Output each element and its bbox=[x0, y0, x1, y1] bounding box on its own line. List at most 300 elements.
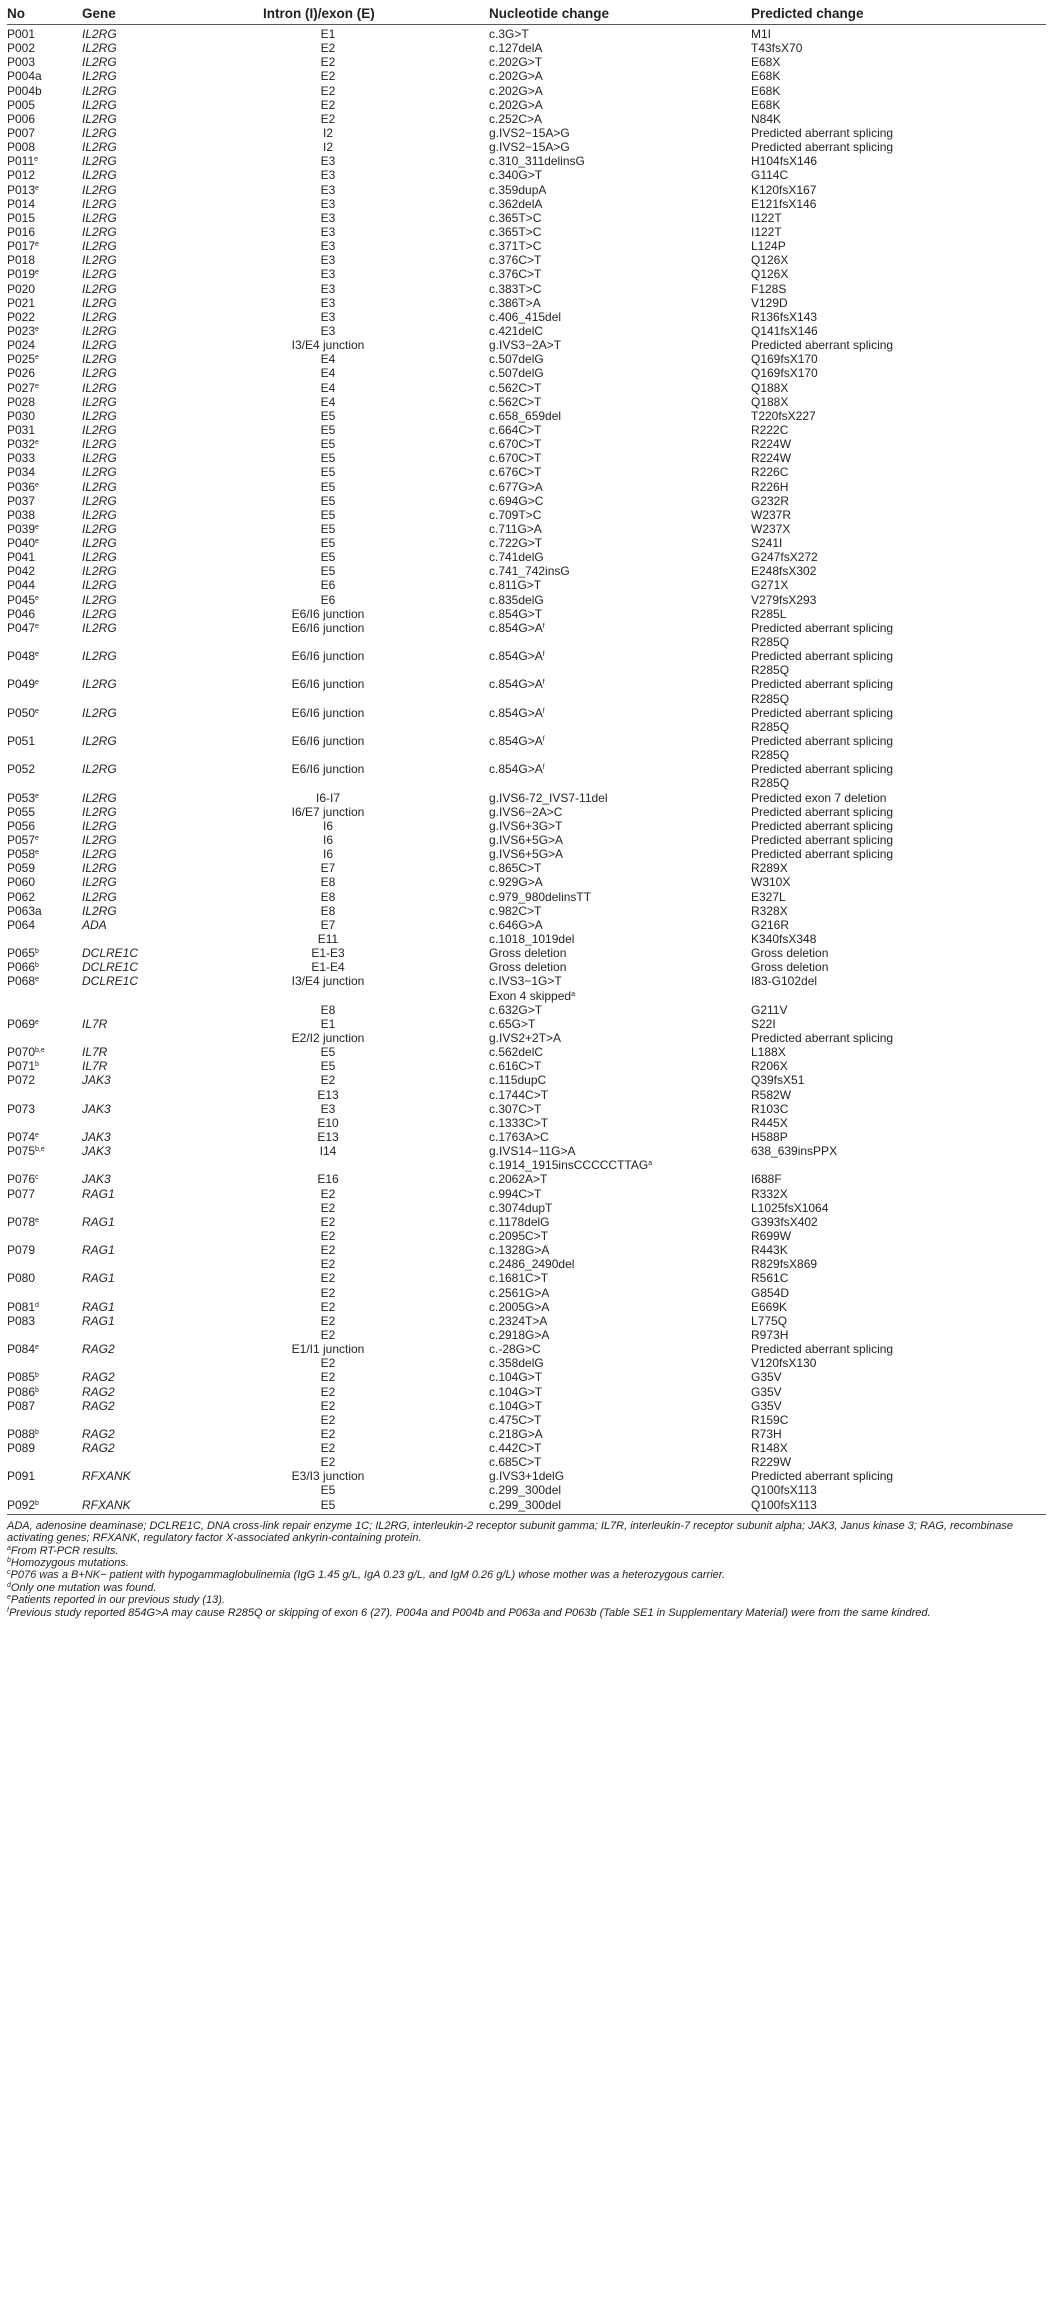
footnote-marker: f bbox=[542, 651, 545, 659]
cell-patient-no: P005 bbox=[7, 97, 36, 112]
cell-gene: IL2RG bbox=[82, 578, 117, 593]
cell-intron-exon: E5 bbox=[320, 408, 336, 423]
cell-patient-no: P055 bbox=[7, 804, 36, 819]
cell-gene: IL2RG bbox=[82, 281, 117, 296]
cell-intron-exon: E6/I6 junction bbox=[291, 734, 365, 749]
table-row bbox=[0, 960, 1053, 974]
footnote-marker: e bbox=[35, 679, 39, 687]
cell-predicted-change: Q188X bbox=[751, 380, 789, 395]
table-row bbox=[0, 1229, 1053, 1243]
cell-patient-no: P062 bbox=[7, 889, 36, 904]
cell-nucleotide-change: c.299_300del bbox=[489, 1483, 562, 1498]
cell-nucleotide-change: c.1744C>T bbox=[489, 1087, 549, 1102]
cell-patient-no: P042 bbox=[7, 564, 36, 579]
cell-patient-no: P007 bbox=[7, 125, 36, 140]
cell-intron-exon: E2 bbox=[320, 1186, 336, 1201]
table-row bbox=[0, 776, 1053, 790]
cell-intron-exon: E2/I2 junction bbox=[291, 1030, 365, 1045]
table-row bbox=[0, 1399, 1053, 1413]
cell-intron-exon: E4 bbox=[320, 380, 336, 395]
cell-nucleotide-change: c.562delC bbox=[489, 1045, 544, 1060]
table-row bbox=[0, 126, 1053, 140]
cell-predicted-change: W237R bbox=[751, 507, 792, 522]
cell-nucleotide-change: c.811G>T bbox=[489, 578, 542, 593]
cell-nucleotide-change: g.IVS6+3G>T bbox=[489, 818, 563, 833]
cell-intron-exon: E16 bbox=[317, 1172, 339, 1187]
cell-patient-no: P038 bbox=[7, 507, 36, 522]
cell-predicted-change: F128S bbox=[751, 281, 787, 296]
cell-predicted-change: R73H bbox=[751, 1426, 782, 1441]
cell-predicted-change: R443K bbox=[751, 1243, 788, 1258]
cell-patient-no: P081$^d$ bbox=[7, 1299, 39, 1314]
cell-intron-exon: E2 bbox=[320, 1455, 336, 1470]
cell-patient-no: P084e bbox=[7, 1342, 39, 1357]
footnote-marker: b bbox=[35, 948, 39, 956]
cell-patient-no: P048e bbox=[7, 649, 39, 664]
table-row bbox=[0, 904, 1053, 918]
table-row bbox=[0, 1483, 1053, 1497]
cell-patient-no: P018 bbox=[7, 253, 36, 268]
cell-nucleotide-change: c.442C>T bbox=[489, 1441, 542, 1456]
cell-patient-no: P069e bbox=[7, 1016, 39, 1031]
cell-nucleotide-change: c.365T>C bbox=[489, 224, 542, 239]
cell-predicted-change: Predicted aberrant splicing bbox=[751, 818, 894, 833]
cell-nucleotide-change: c.722G>T bbox=[489, 536, 543, 551]
cell-intron-exon: E3 bbox=[320, 267, 336, 282]
cell-nucleotide-change: c.676C>T bbox=[489, 465, 542, 480]
footnote: $^c$P076 was a B+NK− patient with hypogammaglobulinemia (IgG 1.45 g/L, IgA 0.23 g/L, and IgM 0.26 g/L) whose mother was a heterozygous carrier. bbox=[7, 1569, 726, 1582]
cell-patient-no: P013e bbox=[7, 182, 39, 197]
cell-nucleotide-change: c.982C>T bbox=[489, 903, 542, 918]
cell-predicted-change: R285Q bbox=[751, 719, 790, 734]
table-row bbox=[0, 381, 1053, 395]
cell-patient-no: P075$^{b,e}$ bbox=[7, 1144, 45, 1159]
cell-nucleotide-change: g.IVS6−2A>C bbox=[489, 804, 563, 819]
table-row bbox=[0, 395, 1053, 409]
cell-patient-no: P046 bbox=[7, 606, 36, 621]
cell-intron-exon: E3 bbox=[320, 168, 336, 183]
cell-gene: IL2RG bbox=[82, 451, 117, 466]
cell-intron-exon: E6/I6 junction bbox=[291, 620, 365, 635]
cell-nucleotide-change: c.202G>A bbox=[489, 69, 543, 84]
cell-predicted-change: Q169fsX170 bbox=[751, 352, 818, 367]
cell-nucleotide-change: $c.854G>A^f$ bbox=[489, 762, 545, 777]
table-row bbox=[0, 296, 1053, 310]
table-row bbox=[0, 890, 1053, 904]
cell-patient-no: P025e bbox=[7, 352, 39, 367]
cell-gene: IL2RG bbox=[82, 564, 117, 579]
cell-intron-exon: E5 bbox=[320, 1045, 336, 1060]
footnote-marker: b,e bbox=[35, 1047, 45, 1055]
cell-predicted-change: T43fsX70 bbox=[751, 41, 803, 56]
cell-nucleotide-change: c.2918G>A bbox=[489, 1327, 550, 1342]
cell-patient-no: P079 bbox=[7, 1243, 36, 1258]
cell-intron-exon: E2 bbox=[320, 1271, 336, 1286]
cell-intron-exon: E6/I6 junction bbox=[291, 762, 365, 777]
cell-predicted-change: R285Q bbox=[751, 748, 790, 763]
footnote: $^d$Only one mutation was found. bbox=[7, 1581, 157, 1594]
cell-patient-no: P053e bbox=[7, 790, 39, 805]
cell-gene: IL2RG bbox=[82, 592, 117, 607]
cell-patient-no: P028 bbox=[7, 394, 36, 409]
table-row bbox=[0, 1102, 1053, 1116]
cell-intron-exon: E7 bbox=[320, 861, 336, 876]
cell-nucleotide-change: c.3074dupT bbox=[489, 1200, 553, 1215]
cell-intron-exon: I6-I7 bbox=[315, 790, 340, 805]
table-row bbox=[0, 578, 1053, 592]
cell-predicted-change: Q100fsX113 bbox=[751, 1497, 817, 1512]
table-row bbox=[0, 974, 1053, 988]
cell-nucleotide-change: c.202G>A bbox=[489, 97, 543, 112]
cell-nucleotide-change: c.358delG bbox=[489, 1356, 544, 1371]
cell-patient-no: P071$^b$ bbox=[7, 1059, 39, 1074]
cell-patient-no: P004b bbox=[7, 83, 42, 98]
cell-nucleotide-change: c.365T>C bbox=[489, 210, 542, 225]
cell-predicted-change: G216R bbox=[751, 917, 790, 932]
cell-predicted-change: R103C bbox=[751, 1101, 789, 1116]
cell-intron-exon: I3/E4 junction bbox=[291, 338, 365, 353]
cell-predicted-change: R332X bbox=[751, 1186, 788, 1201]
footnote-marker: f bbox=[542, 707, 545, 715]
table-row bbox=[0, 635, 1053, 649]
cell-intron-exon: E2 bbox=[320, 41, 336, 56]
footnote-marker: e bbox=[35, 594, 39, 602]
cell-patient-no: P026 bbox=[7, 366, 36, 381]
cell-gene: RAG1 bbox=[82, 1313, 115, 1328]
cell-intron-exon: E3/I3 junction bbox=[291, 1469, 365, 1484]
table-row bbox=[0, 55, 1053, 69]
cell-predicted-change: W310X bbox=[751, 875, 791, 890]
cell-predicted-change: Predicted aberrant splicing bbox=[751, 847, 894, 862]
table-header bbox=[0, 0, 1053, 24]
cell-gene: IL2RG bbox=[82, 140, 117, 155]
cell-predicted-change: R973H bbox=[751, 1327, 789, 1342]
cell-gene: IL2RG bbox=[82, 182, 117, 197]
cell-intron-exon: E2 bbox=[320, 111, 336, 126]
cell-gene: RAG2 bbox=[82, 1370, 115, 1385]
cell-nucleotide-change: c.865C>T bbox=[489, 861, 542, 876]
cell-predicted-change: R285Q bbox=[751, 776, 790, 791]
cell-patient-no: P006 bbox=[7, 111, 36, 126]
cell-gene: RFXANK bbox=[82, 1469, 131, 1484]
table-row bbox=[0, 748, 1053, 762]
header-nucleotide-change: Nucleotide change bbox=[489, 6, 610, 21]
cell-gene: IL2RG bbox=[82, 125, 117, 140]
cell-intron-exon: E3 bbox=[320, 295, 336, 310]
cell-predicted-change: H588P bbox=[751, 1129, 788, 1144]
footnote-marker: c bbox=[7, 1569, 11, 1577]
footnote-marker: e bbox=[35, 354, 39, 362]
table-row bbox=[0, 1003, 1053, 1017]
cell-predicted-change: G211V bbox=[751, 1002, 788, 1017]
cell-gene: IL2RG bbox=[82, 309, 117, 324]
cell-nucleotide-change: c.664C>T bbox=[489, 422, 542, 437]
cell-predicted-change: Q141fsX146 bbox=[751, 323, 818, 338]
table-row bbox=[0, 593, 1053, 607]
cell-patient-no: P045e bbox=[7, 592, 39, 607]
cell-patient-no: P008 bbox=[7, 140, 36, 155]
cell-predicted-change: R159C bbox=[751, 1412, 789, 1427]
cell-gene: IL2RG bbox=[82, 83, 117, 98]
cell-nucleotide-change: c.677G>A bbox=[489, 479, 543, 494]
cell-patient-no: P039e bbox=[7, 521, 39, 536]
cell-patient-no: P024 bbox=[7, 338, 36, 353]
cell-intron-exon: E2 bbox=[320, 1228, 336, 1243]
cell-intron-exon: E8 bbox=[320, 1002, 336, 1017]
cell-nucleotide-change: Exon 4 skipped$^a$ bbox=[489, 988, 575, 1003]
footnote-marker: b bbox=[35, 1428, 39, 1436]
footnote-marker: e bbox=[7, 1594, 11, 1602]
cell-intron-exon: E5 bbox=[320, 550, 336, 565]
cell-intron-exon: E2 bbox=[320, 97, 336, 112]
cell-intron-exon: E2 bbox=[320, 1384, 336, 1399]
table-row bbox=[0, 1427, 1053, 1441]
cell-intron-exon: E2 bbox=[320, 1285, 336, 1300]
cell-intron-exon: I6/E7 junction bbox=[291, 804, 365, 819]
table-row bbox=[0, 1342, 1053, 1356]
table-row bbox=[0, 621, 1053, 635]
footnote-marker: a bbox=[7, 1544, 11, 1552]
cell-gene: IL7R bbox=[82, 1045, 108, 1060]
footnote-marker: e bbox=[35, 439, 39, 447]
table-row bbox=[0, 1370, 1053, 1384]
cell-predicted-change: R289X bbox=[751, 861, 788, 876]
cell-intron-exon: E6/I6 junction bbox=[291, 705, 365, 720]
header-intron-exon: Intron (I)/exon (E) bbox=[263, 6, 375, 21]
cell-predicted-change: 638_639insPPX bbox=[751, 1144, 838, 1159]
cell-intron-exon: E2 bbox=[320, 83, 336, 98]
cell-nucleotide-change: g.IVS6+5G>A bbox=[489, 833, 564, 848]
footnote: $^f$Previous study reported 854G>A may cause R285Q or skipping of exon 6 (27). P004a and P004b and P063a and P063b (Table SE1 in Supplementary Material) were from the same kindred. bbox=[7, 1606, 931, 1619]
table-row bbox=[0, 989, 1053, 1003]
cell-intron-exon: E5 bbox=[320, 451, 336, 466]
cell-predicted-change: Predicted aberrant splicing bbox=[751, 338, 894, 353]
table-row bbox=[0, 1441, 1053, 1455]
table-row bbox=[0, 1158, 1053, 1172]
table-row bbox=[0, 253, 1053, 267]
cell-predicted-change: Predicted aberrant splicing bbox=[751, 705, 894, 720]
cell-predicted-change: R229W bbox=[751, 1455, 792, 1470]
table-row bbox=[0, 154, 1053, 168]
cell-predicted-change: R285Q bbox=[751, 691, 790, 706]
cell-gene: IL2RG bbox=[82, 705, 117, 720]
cell-predicted-change: E68K bbox=[751, 69, 781, 84]
cell-predicted-change: Predicted aberrant splicing bbox=[751, 125, 894, 140]
footnote-marker: e bbox=[35, 325, 39, 333]
header-predicted-change: Predicted change bbox=[751, 6, 864, 21]
footnote-marker: f bbox=[542, 679, 545, 687]
cell-nucleotide-change: Gross deletion bbox=[489, 946, 567, 961]
cell-gene: IL2RG bbox=[82, 790, 117, 805]
table-row bbox=[0, 140, 1053, 154]
cell-predicted-change: E68X bbox=[751, 55, 781, 70]
cell-predicted-change: R148X bbox=[751, 1441, 788, 1456]
cell-gene: JAK3 bbox=[82, 1073, 111, 1088]
cell-gene: JAK3 bbox=[82, 1172, 111, 1187]
cell-predicted-change: V120fsX130 bbox=[751, 1356, 817, 1371]
table-row bbox=[0, 1455, 1053, 1469]
cell-intron-exon: E4 bbox=[320, 352, 336, 367]
table-row bbox=[0, 423, 1053, 437]
table-row bbox=[0, 112, 1053, 126]
cell-intron-exon: E6/I6 junction bbox=[291, 677, 365, 692]
cell-nucleotide-change: $c.854G>A^f$ bbox=[489, 620, 545, 635]
cell-nucleotide-change: g.IVS2−15A>G bbox=[489, 125, 570, 140]
cell-predicted-change: T220fsX227 bbox=[751, 408, 816, 423]
cell-intron-exon: E2 bbox=[320, 1214, 336, 1229]
cell-patient-no: P001 bbox=[7, 27, 36, 41]
cell-patient-no: P015 bbox=[7, 210, 36, 225]
cell-predicted-change: R222C bbox=[751, 422, 789, 437]
table-row bbox=[0, 267, 1053, 281]
footnote-marker: f bbox=[542, 622, 545, 630]
table-row bbox=[0, 1130, 1053, 1144]
cell-predicted-change: G114C bbox=[751, 168, 789, 183]
table-row bbox=[0, 762, 1053, 776]
cell-gene: IL2RG bbox=[82, 861, 117, 876]
cell-predicted-change: R224W bbox=[751, 451, 792, 466]
cell-predicted-change: I83-G102del bbox=[751, 974, 818, 989]
table-row bbox=[0, 720, 1053, 734]
cell-intron-exon: E7 bbox=[320, 917, 336, 932]
cell-nucleotide-change: c.2561G>A bbox=[489, 1285, 550, 1300]
cell-predicted-change: I122T bbox=[751, 224, 782, 239]
cell-predicted-change: Predicted aberrant splicing bbox=[751, 1342, 894, 1357]
footnote-marker: b bbox=[35, 1372, 39, 1380]
cell-patient-no: P014 bbox=[7, 196, 36, 211]
cell-patient-no: P087 bbox=[7, 1398, 36, 1413]
cell-nucleotide-change: c.616C>T bbox=[489, 1059, 542, 1074]
cell-gene: IL2RG bbox=[82, 606, 117, 621]
cell-intron-exon: E8 bbox=[320, 889, 336, 904]
cell-gene: IL2RG bbox=[82, 41, 117, 56]
cell-intron-exon: E8 bbox=[320, 875, 336, 890]
table-row bbox=[0, 41, 1053, 55]
cell-intron-exon: E3 bbox=[320, 281, 336, 296]
cell-nucleotide-change: Gross deletion bbox=[489, 960, 567, 975]
cell-predicted-change: S22I bbox=[751, 1016, 776, 1031]
cell-intron-exon: E3 bbox=[320, 1101, 336, 1116]
cell-nucleotide-change: c.685C>T bbox=[489, 1455, 542, 1470]
footnote-marker: e bbox=[35, 184, 39, 192]
cell-intron-exon: E5 bbox=[320, 479, 336, 494]
footnote-marker: b bbox=[35, 962, 39, 970]
footnote-marker: e bbox=[35, 651, 39, 659]
cell-patient-no: P032e bbox=[7, 437, 39, 452]
table-row bbox=[0, 536, 1053, 550]
cell-patient-no: P066$^b$ bbox=[7, 960, 39, 975]
cell-nucleotide-change: c.1018_1019del bbox=[489, 932, 575, 946]
footnote-marker: c bbox=[35, 1174, 39, 1182]
cell-nucleotide-change: c.406_415del bbox=[489, 309, 562, 324]
cell-intron-exon: I14 bbox=[319, 1144, 337, 1159]
cell-nucleotide-change: c.711G>A bbox=[489, 521, 542, 536]
cell-nucleotide-change: c.709T>C bbox=[489, 507, 542, 522]
cell-patient-no: P068e bbox=[7, 974, 39, 989]
cell-nucleotide-change: c.562C>T bbox=[489, 380, 542, 395]
cell-nucleotide-change: c.994C>T bbox=[489, 1186, 542, 1201]
cell-predicted-change: Q188X bbox=[751, 394, 789, 409]
cell-predicted-change: R136fsX143 bbox=[751, 309, 818, 324]
table-row bbox=[0, 1257, 1053, 1271]
cell-gene: IL2RG bbox=[82, 507, 117, 522]
cell-intron-exon: E2 bbox=[320, 1299, 336, 1314]
footnote: $^a$From RT-PCR results. bbox=[7, 1544, 119, 1557]
cell-patient-no: P011e bbox=[7, 154, 39, 169]
cell-nucleotide-change: c.218G>A bbox=[489, 1426, 543, 1441]
cell-predicted-change: Q126X bbox=[751, 267, 789, 282]
cell-nucleotide-change: c.1328G>A bbox=[489, 1243, 550, 1258]
cell-patient-no: P072 bbox=[7, 1073, 36, 1088]
cell-nucleotide-change: c.2005G>A bbox=[489, 1299, 550, 1314]
cell-patient-no: P060 bbox=[7, 875, 36, 890]
cell-intron-exon: E2 bbox=[320, 1073, 336, 1088]
cell-gene: IL7R bbox=[82, 1016, 108, 1031]
table-row bbox=[0, 480, 1053, 494]
cell-nucleotide-change: c.1763A>C bbox=[489, 1129, 549, 1144]
cell-intron-exon: E10 bbox=[317, 1115, 339, 1130]
cell-nucleotide-change: g.IVS3+1delG bbox=[489, 1469, 565, 1484]
cell-nucleotide-change: c.475C>T bbox=[489, 1412, 542, 1427]
cell-patient-no: P083 bbox=[7, 1313, 36, 1328]
cell-gene: IL2RG bbox=[82, 649, 117, 664]
cell-patient-no: P023e bbox=[7, 323, 39, 338]
cell-intron-exon: E11 bbox=[317, 932, 339, 946]
cell-predicted-change: G35V bbox=[751, 1370, 782, 1385]
cell-patient-no: P076$^c$ bbox=[7, 1172, 39, 1187]
table-row bbox=[0, 324, 1053, 338]
cell-predicted-change: G35V bbox=[751, 1384, 782, 1399]
cell-patient-no: P040e bbox=[7, 536, 39, 551]
cell-intron-exon: E3 bbox=[320, 196, 336, 211]
cell-patient-no: P077 bbox=[7, 1186, 36, 1201]
cell-intron-exon: E2 bbox=[320, 1257, 336, 1272]
cell-patient-no: P091 bbox=[7, 1469, 36, 1484]
cell-intron-exon: E4 bbox=[320, 366, 336, 381]
cell-intron-exon: E2 bbox=[320, 1313, 336, 1328]
table-row bbox=[0, 1385, 1053, 1399]
cell-gene: IL2RG bbox=[82, 239, 117, 254]
cell-patient-no: P004a bbox=[7, 69, 42, 84]
cell-gene: IL2RG bbox=[82, 352, 117, 367]
cell-predicted-change: R699W bbox=[751, 1228, 792, 1243]
footnote-marker: e bbox=[35, 835, 39, 843]
cell-nucleotide-change: $c.854G>A^f$ bbox=[489, 705, 545, 720]
cell-intron-exon: I6 bbox=[322, 847, 333, 862]
cell-gene: IL2RG bbox=[82, 818, 117, 833]
table-row bbox=[0, 409, 1053, 423]
footnote-marker: e bbox=[35, 382, 39, 390]
cell-gene: RAG2 bbox=[82, 1426, 115, 1441]
cell-nucleotide-change: c.252C>A bbox=[489, 111, 543, 126]
footnote-marker: a bbox=[648, 1160, 653, 1168]
cell-predicted-change: E121fsX146 bbox=[751, 196, 817, 211]
cell-gene: ADA bbox=[82, 917, 107, 932]
cell-intron-exon: E3 bbox=[320, 309, 336, 324]
cell-patient-no: P020 bbox=[7, 281, 36, 296]
table-row bbox=[0, 1031, 1053, 1045]
cell-gene: IL2RG bbox=[82, 833, 117, 848]
cell-gene: RAG1 bbox=[82, 1186, 115, 1201]
cell-intron-exon: I3/E4 junction bbox=[291, 974, 365, 989]
cell-nucleotide-change: $c.854G>A^f$ bbox=[489, 734, 545, 749]
table-row bbox=[0, 1088, 1053, 1102]
cell-nucleotide-change: g.IVS6+5G>A bbox=[489, 847, 564, 862]
cell-gene: JAK3 bbox=[82, 1144, 111, 1159]
cell-intron-exon: E5 bbox=[320, 1059, 336, 1074]
cell-nucleotide-change: $c.854G>A^f$ bbox=[489, 649, 545, 664]
footnote: $^e$Patients reported in our previous study (13). bbox=[7, 1594, 225, 1607]
